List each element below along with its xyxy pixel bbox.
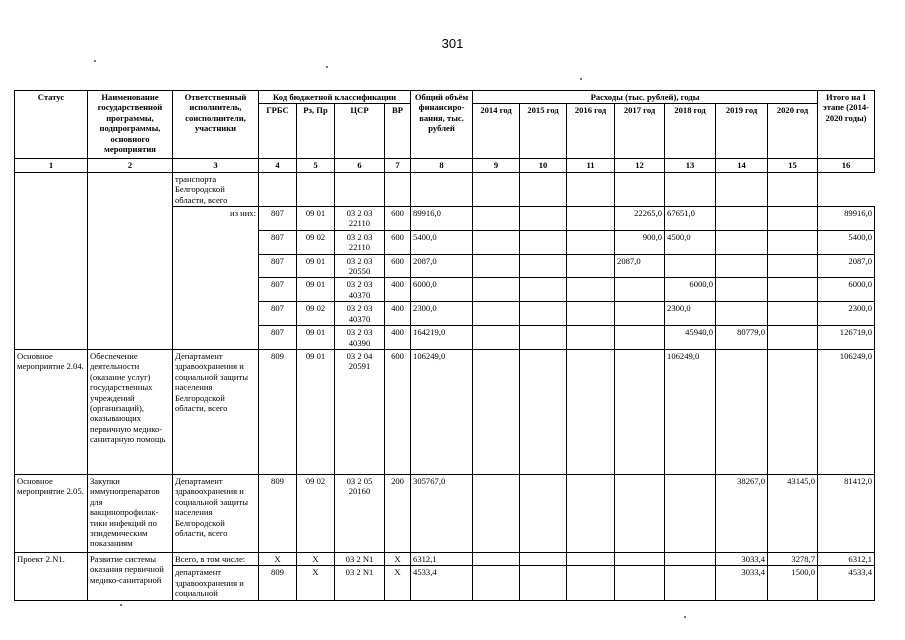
- year-cell: 3033,4: [716, 552, 768, 565]
- responsible-cell: Департамент здравоохранения и социальной защиты населения Белгородской области, всего: [173, 474, 259, 552]
- year-cell: 2300,0: [665, 302, 716, 326]
- rzpr-cell: 09 02: [297, 230, 335, 254]
- column-number: 10: [520, 159, 567, 172]
- column-number: 14: [716, 159, 768, 172]
- year-cell: [567, 207, 615, 231]
- rzpr-cell: 09 01: [297, 278, 335, 302]
- stage-total-cell: 106249,0: [818, 349, 875, 474]
- table-row: [15, 349, 875, 474]
- year-cell: [473, 326, 520, 350]
- rzpr-cell: 09 02: [297, 474, 335, 552]
- column-number: 15: [768, 159, 818, 172]
- total-cell: 6000,0: [411, 278, 473, 302]
- scan-speck: [120, 604, 122, 606]
- scan-speck: [684, 616, 686, 618]
- csr-cell: 03 2 05 20160: [335, 474, 385, 552]
- header-year: 2014 год: [473, 104, 520, 159]
- scan-speck: [580, 78, 582, 80]
- year-cell: [768, 349, 818, 474]
- year-cell: [473, 566, 520, 600]
- stage-total-cell: 89916,0: [818, 207, 875, 231]
- table-row: [15, 474, 875, 552]
- name-cell: Закупки иммунопрепаратов для вакцинопрофилак-тики инфекций по эпидемическим показаниям: [88, 474, 173, 552]
- header-stage-total: Итого на I этапе (2014-2020 годы): [818, 91, 875, 159]
- csr-cell: 03 2 03 22110: [335, 230, 385, 254]
- year-cell: [615, 474, 665, 552]
- header-status: Статус: [15, 91, 88, 159]
- rzpr-cell: 09 01: [297, 326, 335, 350]
- year-cell: [567, 349, 615, 474]
- year-cell: [520, 566, 567, 600]
- stage-total-cell: 2087,0: [818, 254, 875, 278]
- stage-total-cell: 2300,0: [818, 302, 875, 326]
- column-number: 1: [15, 159, 88, 172]
- year-cell: [520, 302, 567, 326]
- year-cell: [520, 349, 567, 474]
- year-cell: [567, 278, 615, 302]
- year-cell: [567, 326, 615, 350]
- header-year: 2020 год: [768, 104, 818, 159]
- year-cell: [520, 474, 567, 552]
- year-cell: 38267,0: [716, 474, 768, 552]
- year-cell: [768, 254, 818, 278]
- csr-cell: 03 2 04 20591: [335, 349, 385, 474]
- name-cell: Обеспечение деятельности (оказание услуг) государственных учреждений (организаций), оказывающих первичную медико-санитарную помощь: [88, 349, 173, 474]
- rzpr-cell: 09 01: [297, 349, 335, 474]
- year-cell: 22265,0: [615, 207, 665, 231]
- column-number-row: [15, 159, 875, 172]
- year-cell: [473, 552, 520, 565]
- rzpr-cell: X: [297, 552, 335, 565]
- year-cell: [615, 349, 665, 474]
- year-cell: [473, 254, 520, 278]
- total-cell: 2300,0: [411, 302, 473, 326]
- header-total: Общий объём финансиро-вания, тыс. рублей: [411, 91, 473, 159]
- stage-total-cell: 4533,4: [818, 566, 875, 600]
- header-grbs: ГРБС: [259, 104, 297, 159]
- year-cell: [615, 278, 665, 302]
- column-number: 8: [411, 159, 473, 172]
- csr-cell: 03 2 03 20550: [335, 254, 385, 278]
- column-number: 12: [615, 159, 665, 172]
- vr-cell: 200: [385, 474, 411, 552]
- page-number: 301: [441, 36, 464, 51]
- total-cell: 5400,0: [411, 230, 473, 254]
- year-cell: [615, 326, 665, 350]
- year-cell: [520, 254, 567, 278]
- year-cell: [665, 254, 716, 278]
- year-cell: [473, 207, 520, 231]
- year-cell: [716, 349, 768, 474]
- column-number: 4: [259, 159, 297, 172]
- year-cell: [567, 254, 615, 278]
- year-cell: [473, 474, 520, 552]
- rzpr-cell: 09 01: [297, 207, 335, 231]
- column-number: 16: [818, 159, 875, 172]
- grbs-cell: 809: [259, 349, 297, 474]
- vr-cell: 400: [385, 326, 411, 350]
- year-cell: [615, 302, 665, 326]
- year-cell: [716, 254, 768, 278]
- budget-table: [14, 90, 875, 601]
- header-rzpr: Рз, Пр: [297, 104, 335, 159]
- grbs-cell: 807: [259, 302, 297, 326]
- total-cell: 305767,0: [411, 474, 473, 552]
- total-cell: 106249,0: [411, 349, 473, 474]
- csr-cell: 03 2 N1: [335, 566, 385, 600]
- vr-cell: 400: [385, 278, 411, 302]
- year-cell: [567, 302, 615, 326]
- year-cell: 6000,0: [665, 278, 716, 302]
- column-number: 13: [665, 159, 716, 172]
- year-cell: [665, 566, 716, 600]
- year-cell: [768, 302, 818, 326]
- total-cell: 164219,0: [411, 326, 473, 350]
- vr-cell: 400: [385, 302, 411, 326]
- stage-total-cell: 6000,0: [818, 278, 875, 302]
- total-cell: 6312,1: [411, 552, 473, 565]
- header-year: 2017 год: [615, 104, 665, 159]
- year-cell: 1500,0: [768, 566, 818, 600]
- year-cell: 43145,0: [768, 474, 818, 552]
- responsible-cell: Всего, в том числе:: [173, 552, 259, 565]
- rzpr-cell: 09 02: [297, 302, 335, 326]
- year-cell: [768, 207, 818, 231]
- csr-cell: 03 2 03 40390: [335, 326, 385, 350]
- responsible-cell: департамент здравоохранения и социальной: [173, 566, 259, 600]
- name-cell: Развитие системы оказания первичной медико-санитарной: [88, 552, 173, 600]
- year-cell: [473, 230, 520, 254]
- vr-cell: X: [385, 566, 411, 600]
- status-cell: Проект 2.N1.: [15, 552, 88, 600]
- table-row: [15, 172, 875, 206]
- scan-speck: [94, 60, 96, 62]
- year-cell: [716, 278, 768, 302]
- year-cell: [716, 302, 768, 326]
- year-cell: [473, 302, 520, 326]
- year-cell: [473, 278, 520, 302]
- header-csr: ЦСР: [335, 104, 385, 159]
- total-cell: 4533,4: [411, 566, 473, 600]
- header-vr: ВР: [385, 104, 411, 159]
- year-cell: [615, 566, 665, 600]
- csr-cell: 03 2 N1: [335, 552, 385, 565]
- year-cell: [520, 278, 567, 302]
- header-year: 2015 год: [520, 104, 567, 159]
- header-expenses-group: Расходы (тыс. рублей), годы: [473, 91, 818, 104]
- column-number: 11: [567, 159, 615, 172]
- vr-cell: 600: [385, 230, 411, 254]
- responsible-cell: Департамент здравоохранения и социальной защиты населения Белгородской области, всего: [173, 349, 259, 474]
- column-number: 6: [335, 159, 385, 172]
- stage-total-cell: 81412,0: [818, 474, 875, 552]
- year-cell: [520, 552, 567, 565]
- header-responsible: Ответственный исполнитель, соисполнители, участники: [173, 91, 259, 159]
- year-cell: [567, 230, 615, 254]
- responsible-cell: транспорта Белгородской области, всего: [173, 172, 259, 206]
- column-number: 5: [297, 159, 335, 172]
- status-cell: Основное мероприятие 2.05.: [15, 474, 88, 552]
- header-year: 2016 год: [567, 104, 615, 159]
- rzpr-cell: X: [297, 566, 335, 600]
- vr-cell: 600: [385, 254, 411, 278]
- name-cell: [88, 172, 173, 349]
- vr-cell: X: [385, 552, 411, 565]
- year-cell: [768, 326, 818, 350]
- year-cell: 67651,0: [665, 207, 716, 231]
- year-cell: 900,0: [615, 230, 665, 254]
- vr-cell: 600: [385, 207, 411, 231]
- year-cell: [567, 552, 615, 565]
- year-cell: [567, 474, 615, 552]
- year-cell: 3278,7: [768, 552, 818, 565]
- grbs-cell: 807: [259, 326, 297, 350]
- rzpr-cell: 09 01: [297, 254, 335, 278]
- responsible-cell: из них:: [173, 207, 259, 350]
- column-number: 2: [88, 159, 173, 172]
- stage-total-cell: 6312,1: [818, 552, 875, 565]
- grbs-cell: 807: [259, 207, 297, 231]
- year-cell: [768, 278, 818, 302]
- header-name: Наименование государственной программы, подпрограммы, основного мероприятия: [88, 91, 173, 159]
- year-cell: [615, 552, 665, 565]
- grbs-cell: 809: [259, 566, 297, 600]
- column-number: 3: [173, 159, 259, 172]
- year-cell: [716, 230, 768, 254]
- grbs-cell: 807: [259, 230, 297, 254]
- year-cell: [665, 474, 716, 552]
- year-cell: 80779,0: [716, 326, 768, 350]
- status-cell: Основное мероприятие 2.04.: [15, 349, 88, 474]
- year-cell: [473, 349, 520, 474]
- grbs-cell: X: [259, 552, 297, 565]
- year-cell: [567, 566, 615, 600]
- total-cell: 89916,0: [411, 207, 473, 231]
- header-year: 2019 год: [716, 104, 768, 159]
- table-row: [15, 552, 875, 565]
- year-cell: 3033,4: [716, 566, 768, 600]
- stage-total-cell: 5400,0: [818, 230, 875, 254]
- csr-cell: 03 2 03 22110: [335, 207, 385, 231]
- grbs-cell: 807: [259, 278, 297, 302]
- year-cell: [716, 207, 768, 231]
- year-cell: [768, 230, 818, 254]
- column-number: 7: [385, 159, 411, 172]
- csr-cell: 03 2 03 40370: [335, 278, 385, 302]
- grbs-cell: 807: [259, 254, 297, 278]
- year-cell: 45940,0: [665, 326, 716, 350]
- total-cell: 2087,0: [411, 254, 473, 278]
- year-cell: [520, 207, 567, 231]
- year-cell: [520, 326, 567, 350]
- scan-speck: [326, 66, 328, 68]
- header-year: 2018 год: [665, 104, 716, 159]
- status-cell: [15, 172, 88, 349]
- year-cell: 106249,0: [665, 349, 716, 474]
- grbs-cell: 809: [259, 474, 297, 552]
- csr-cell: 03 2 03 40370: [335, 302, 385, 326]
- header-code-group: Код бюджетной классификации: [259, 91, 411, 104]
- column-number: 9: [473, 159, 520, 172]
- year-cell: 2087,0: [615, 254, 665, 278]
- stage-total-cell: 126719,0: [818, 326, 875, 350]
- year-cell: [520, 230, 567, 254]
- vr-cell: 600: [385, 349, 411, 474]
- year-cell: [665, 552, 716, 565]
- year-cell: 4500,0: [665, 230, 716, 254]
